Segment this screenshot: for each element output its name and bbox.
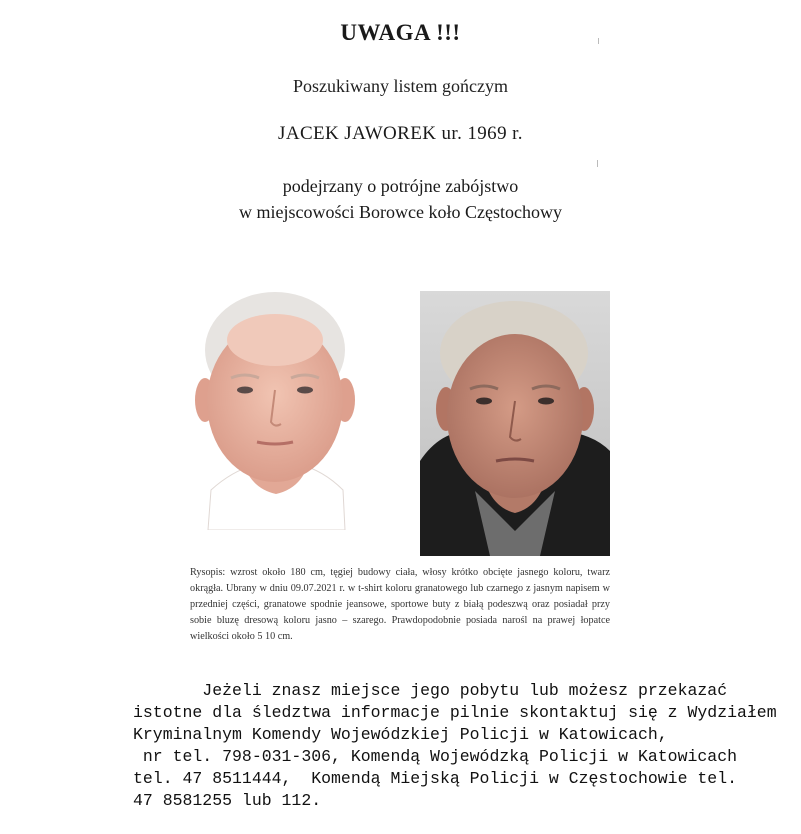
appeal-line: Kryminalnym Komendy Wojewódzkiej Policji w Katowicach, [133, 725, 668, 744]
description-text: Rysopis: wzrost około 180 cm, tęgiej budowy ciała, włosy krótko obcięte jasnego koloru, twarz okrągła. Ubrany w dniu 09.07.2021 r. w t-shirt koloru granatowego lub czarnego z jasnym napisem w przedniej części, granatowe spodnie jeansowe, sportowe buty z białą podeszwą oraz posiadał przy sobie bluzę dresową koloru jasno – szarego. Prawdopodobnie posiada narośl na prawej łopatce wielkości około 5 10 cm. [190, 567, 610, 642]
subtitle: Poszukiwany listem gończym [293, 76, 508, 96]
suspicion-text [0, 173, 801, 225]
suspect-name: JACEK JAWOREK ur. 1969 r. [278, 123, 523, 144]
appeal-line: 47 8581255 lub 112. [133, 791, 322, 810]
appeal-line: istotne dla śledztwa informacje pilnie skontaktuj się z Wydziałem [133, 703, 777, 722]
headline: UWAGA !!! [340, 20, 461, 45]
scan-mark [598, 38, 599, 44]
suspicion-line-2: w miejscowości Borowce koło Częstochowy [239, 202, 562, 222]
scan-mark [597, 160, 598, 167]
appeal-line: tel. 47 8511444, Komendą Miejską Policji w Częstochowie tel. [133, 769, 737, 788]
appeal-line: Jeżeli znasz miejsce jego pobytu lub możesz przekazać [133, 681, 728, 700]
appeal-text [133, 680, 777, 812]
suspect-photo-1 [183, 282, 369, 530]
suspect-photo-2 [420, 291, 610, 556]
suspicion-line-1: podejrzany o potrójne zabójstwo [282, 176, 519, 196]
appeal-line: nr tel. 798-031-306, Komendą Wojewódzką Policji w Katowicach [133, 747, 737, 766]
